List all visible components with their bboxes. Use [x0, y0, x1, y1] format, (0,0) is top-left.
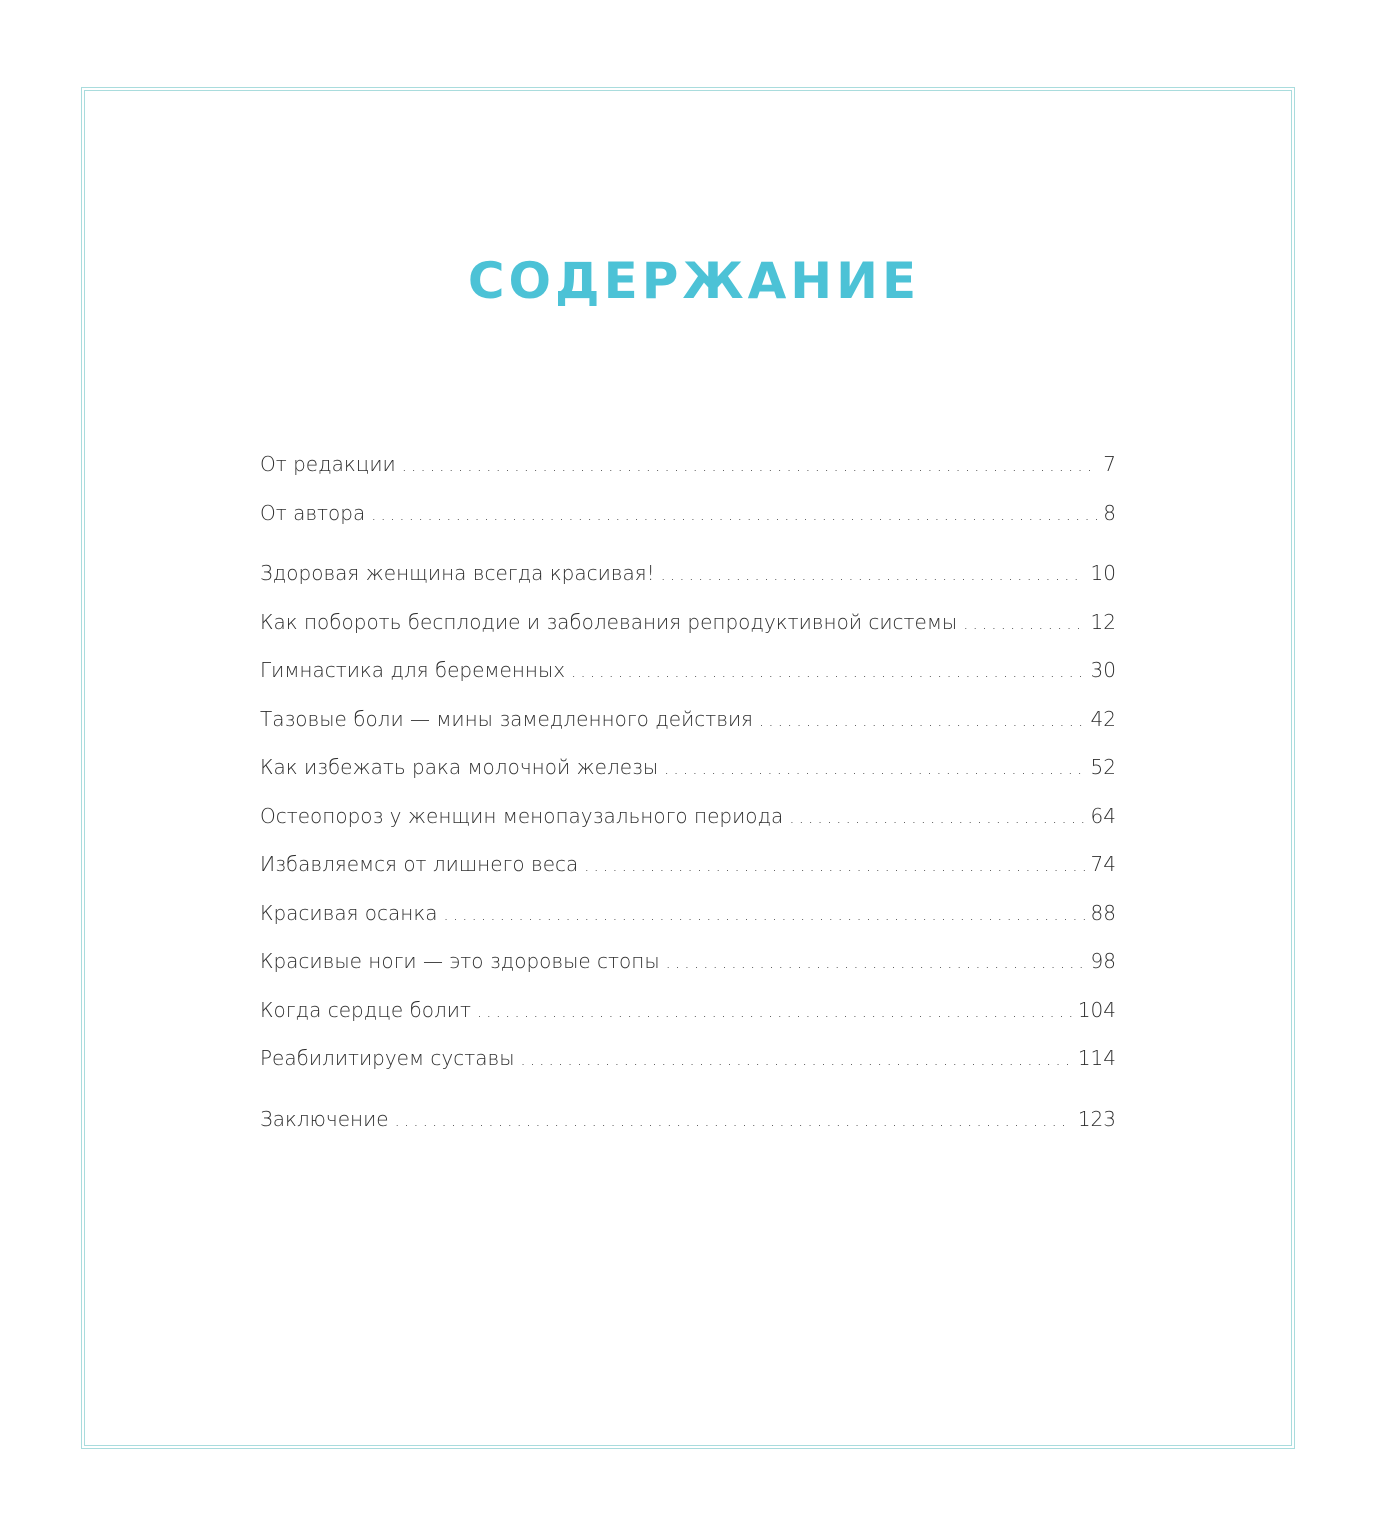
toc-entry[interactable] [260, 658, 1116, 707]
toc-entry[interactable] [260, 852, 1116, 901]
toc-entry-label: Красивые ноги — это здоровые стопы [260, 949, 660, 973]
toc-entry-label: Когда сердце болит [260, 997, 471, 1022]
toc-entry[interactable] [260, 1107, 1116, 1156]
toc-entry-page: 7 [1103, 452, 1116, 476]
toc-entry-label: От автора [260, 500, 366, 525]
page-title: СОДЕРЖАНИЕ [467, 252, 921, 310]
toc-entry[interactable] [260, 561, 1116, 610]
toc-entry-page: 8 [1103, 500, 1116, 525]
toc-entry-label: Избавляемся от лишнего веса [260, 852, 579, 876]
toc-leader-dots [789, 808, 1084, 827]
toc-entry-label: Красивая осанка [260, 900, 438, 925]
toc-entry-label: Гимнастика для беременных [260, 658, 566, 682]
toc-entry-label: Заключение [260, 1106, 389, 1131]
toc-leader-dots [477, 1002, 1072, 1021]
toc-entry-page: 42 [1090, 706, 1116, 731]
toc-entry-label: Как побороть бесплодие и заболевания репродуктивной системы [260, 609, 958, 634]
toc-leader-dots [661, 565, 1085, 584]
toc-entry-label: Остеопороз у женщин менопаузального периода [260, 803, 784, 828]
toc-leader-dots [571, 662, 1084, 681]
toc-leader-dots [371, 505, 1097, 524]
toc-entry[interactable] [260, 1046, 1116, 1095]
toc-entry-page: 74 [1090, 852, 1116, 876]
toc-leader-dots [402, 456, 1098, 475]
toc-entry-label: Здоровая женщина всегда красивая! [260, 561, 655, 585]
toc-entry-label: От редакции [260, 452, 396, 476]
toc-entry-page: 114 [1077, 1046, 1116, 1070]
toc-entry[interactable] [260, 501, 1116, 550]
toc-entry-page: 10 [1090, 561, 1116, 585]
toc-leader-dots [759, 711, 1085, 730]
toc-entry[interactable] [260, 804, 1116, 853]
toc-leader-dots [443, 905, 1084, 924]
toc-entry-label: Тазовые боли — мины замедленного действия [260, 706, 753, 731]
toc-entry-page: 30 [1090, 658, 1116, 682]
toc-entry[interactable] [260, 901, 1116, 950]
toc-entry-label: Как избежать рака молочной железы [260, 755, 659, 779]
toc-leader-dots [664, 759, 1084, 778]
table-of-contents [260, 452, 1116, 1155]
toc-leader-dots [395, 1111, 1072, 1130]
toc-entry[interactable] [260, 998, 1116, 1047]
toc-entry-page: 12 [1090, 609, 1116, 634]
toc-leader-dots [584, 856, 1084, 875]
toc-entry-page: 52 [1090, 755, 1116, 779]
toc-entry-page: 98 [1090, 949, 1116, 973]
toc-entry[interactable] [260, 949, 1116, 998]
toc-entry[interactable] [260, 610, 1116, 659]
toc-entry-label: Реабилитируем суставы [260, 1046, 515, 1070]
toc-entry[interactable] [260, 707, 1116, 756]
toc-entry-page: 88 [1090, 900, 1116, 925]
toc-entry-page: 123 [1077, 1106, 1116, 1131]
toc-entry[interactable] [260, 452, 1116, 501]
toc-entry[interactable] [260, 755, 1116, 804]
toc-leader-dots [963, 614, 1084, 633]
toc-entry-page: 104 [1077, 997, 1116, 1022]
toc-entry-page: 64 [1090, 803, 1116, 828]
toc-leader-dots [666, 953, 1085, 972]
toc-leader-dots [521, 1050, 1072, 1069]
